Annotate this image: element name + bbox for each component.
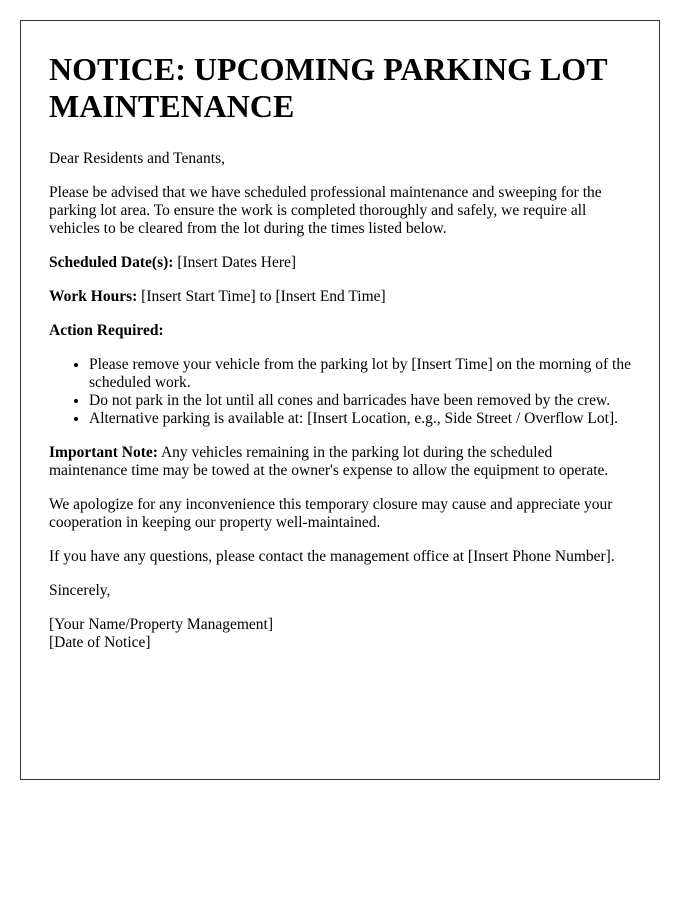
intro-paragraph: Please be advised that we have scheduled professional maintenance and sweeping for the parking lot area. To ensure the work is completed thoroughly and safely, we require all vehicles to be cleared from the lot during the times listed below. xyxy=(49,184,602,237)
action-required-heading xyxy=(49,322,631,340)
important-note-label: Important Note: xyxy=(49,444,158,461)
action-required-label: Action Required: xyxy=(49,322,164,339)
signature-date: [Date of Notice] xyxy=(49,634,151,651)
action-list xyxy=(49,356,631,428)
closing: Sincerely, xyxy=(49,582,111,599)
action-item-do-not-park: • Do not park in the lot until all cones and barricades have been removed by the crew. xyxy=(89,392,631,410)
action-item-remove-vehicle: • Please remove your vehicle from the parking lot by [Insert Time] on the morning of the scheduled work. xyxy=(89,356,631,392)
important-note xyxy=(49,444,631,480)
work-hours xyxy=(49,288,631,306)
scheduled-dates xyxy=(49,254,631,272)
scheduled-dates-value: [Insert Dates Here] xyxy=(173,254,297,271)
signature-block xyxy=(49,616,631,652)
scheduled-dates-label: Scheduled Date(s): xyxy=(49,254,174,271)
contact-paragraph: If you have any questions, please contact the management office at [Insert Phone Number]. xyxy=(49,548,615,565)
work-hours-value: [Insert Start Time] to [Insert End Time] xyxy=(137,288,386,305)
important-note-text: Any vehicles remaining in the parking lot during the scheduled maintenance time may be towed at the owner's expense to allow the equipment to operate. xyxy=(49,444,609,479)
notice-document xyxy=(20,20,660,780)
greeting: Dear Residents and Tenants, xyxy=(49,150,225,167)
signature-name: [Your Name/Property Management] xyxy=(49,616,273,633)
apology-paragraph: We apologize for any inconvenience this temporary closure may cause and appreciate your cooperation in keeping our property well-maintained. xyxy=(49,496,613,531)
work-hours-label: Work Hours: xyxy=(49,288,138,305)
action-item-alternative-parking: • Alternative parking is available at: [Insert Location, e.g., Side Street / Overflow Lot]. xyxy=(89,410,631,428)
notice-title: NOTICE: UPCOMING PARKING LOT MAINTENANCE xyxy=(49,51,607,124)
